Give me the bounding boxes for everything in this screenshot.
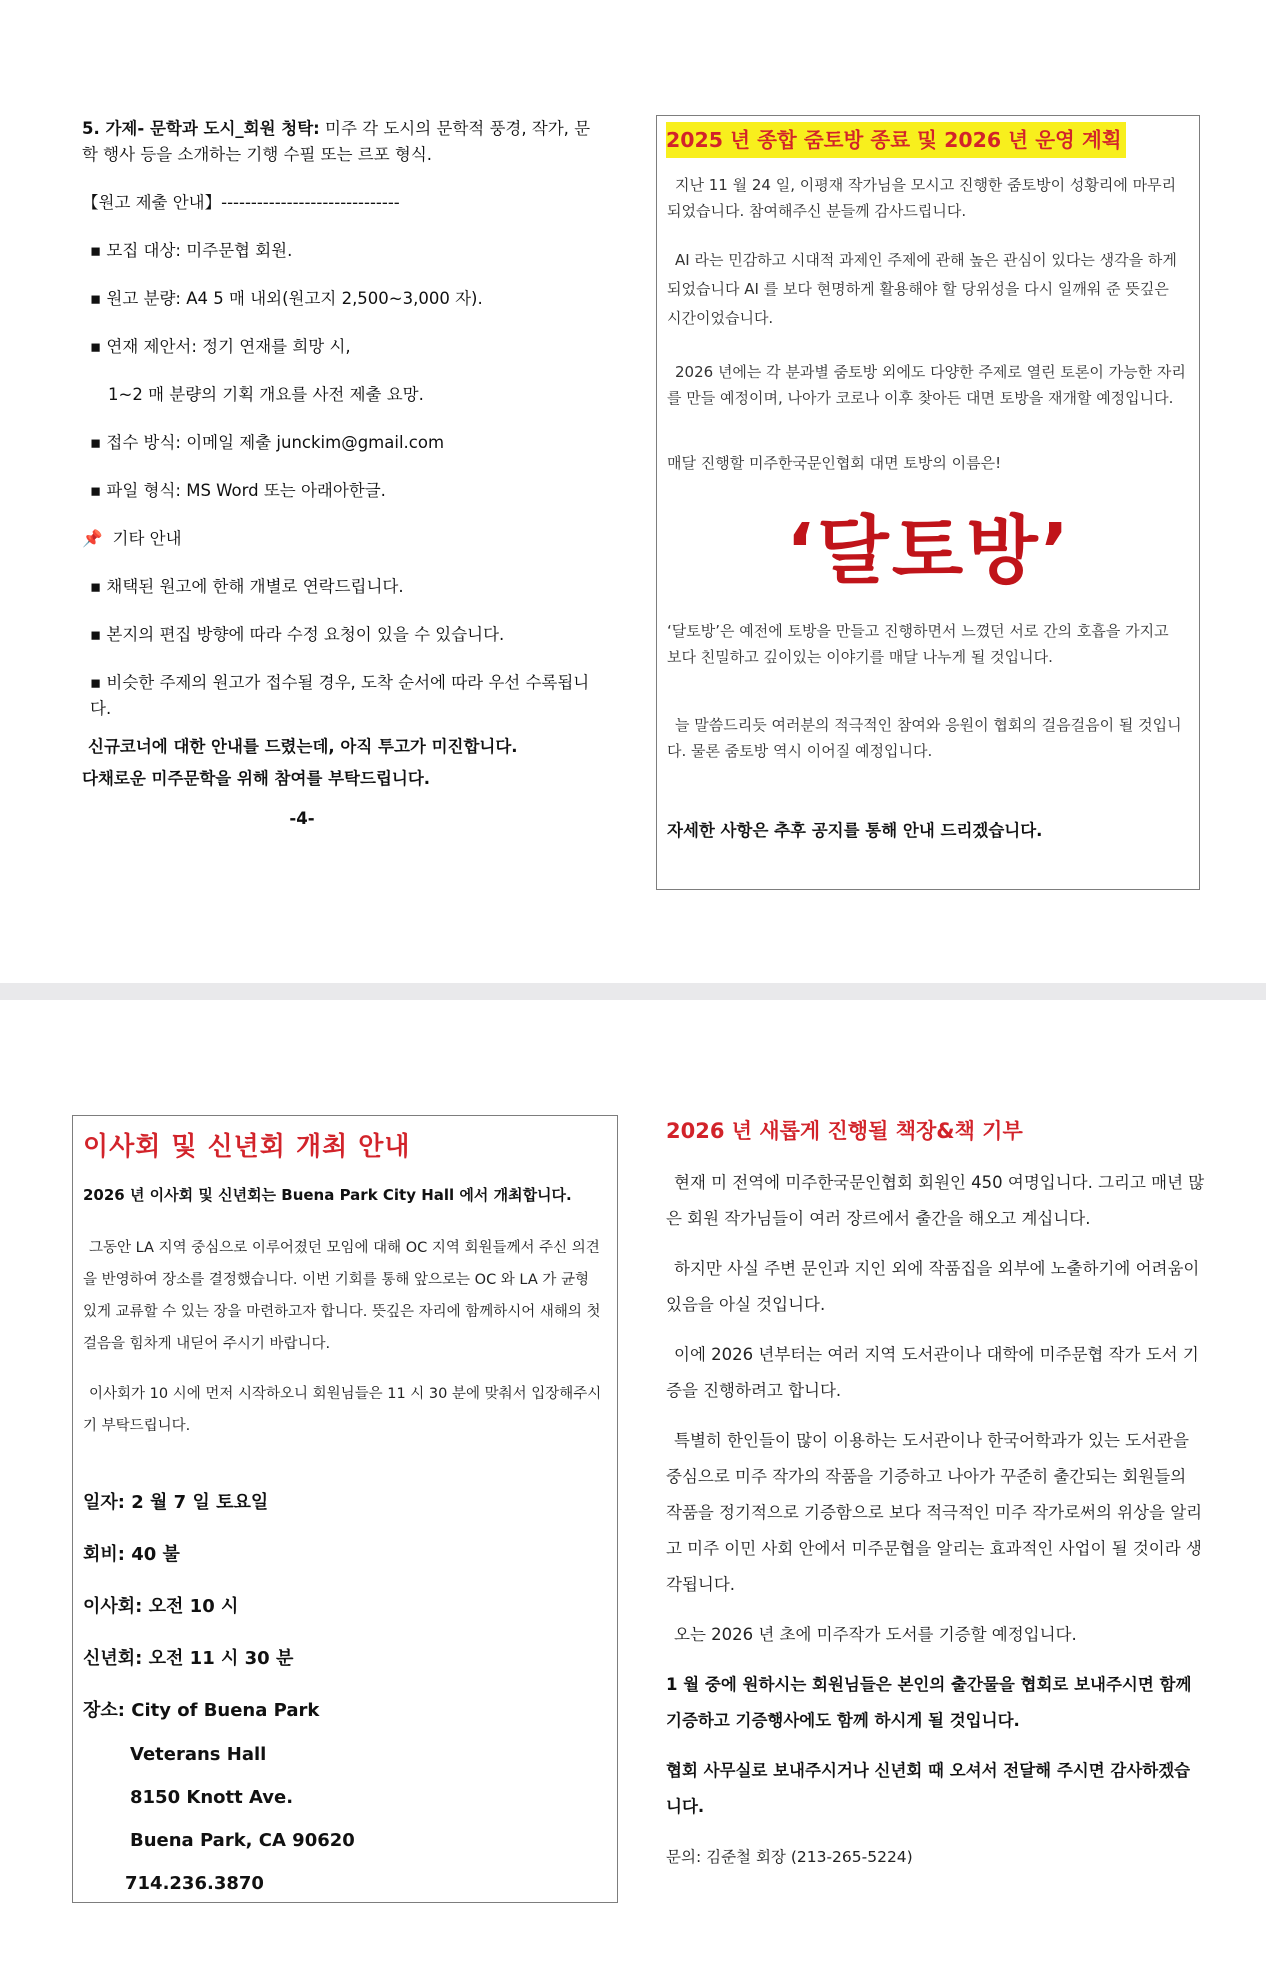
- zoom-toban-notice-box: [656, 115, 1200, 890]
- etc-bullet-contact: ▪ 채택된 원고에 한해 개별로 연락드립니다.: [90, 577, 404, 596]
- page-bottom: [0, 1000, 1266, 1976]
- event-fee: 회비: 40 불: [83, 1544, 180, 1565]
- item5-label: 5. 가제- 문학과 도시_회원 청탁:: [82, 119, 320, 138]
- closing-line-2: 다채로운 미주문학을 위해 참여를 부탁드립니다.: [82, 769, 431, 788]
- bullet-file-format: ▪ 파일 형식: MS Word 또는 아래아한글.: [90, 481, 386, 500]
- zoom-p2: AI 라는 민감하고 시대적 과제인 주제에 관해 높은 관심이 있다는 생각을 하게 되었습니다 AI 를 보다 현명하게 활용해야 할 당위성을 다시 일깨워 준 뜻깊은 시간이었습니다.: [667, 251, 1177, 327]
- zoom-p3: 2026 년에는 각 분과별 줌토방 외에도 다양한 주제로 열린 토론이 가능한 자리를 만들 예정이며, 나아가 코로나 이후 찾아든 대면 토방을 재개할 예정입니다.: [667, 363, 1186, 407]
- donation-p5: 오는 2026 년 초에 미주작가 도서를 기증할 예정입니다.: [674, 1625, 1077, 1644]
- phone-number: 714.236.3870: [125, 1873, 264, 1894]
- board-p2: 이사회가 10 시에 먼저 시작하오니 회원님들은 11 시 30 분에 맞춰서 입장해주시기 부탁드립니다.: [83, 1386, 602, 1434]
- book-donation-column: [666, 1115, 1206, 1889]
- etc-label: 기타 안내: [112, 529, 182, 548]
- donation-p4: 특별히 한인들이 많이 이용하는 도서관이나 한국어학과가 있는 도서관을 중심으로 미주 작가의 작품을 기증하고 나아가 꾸준히 출간되는 회원들의 작품을 정기적으로 기증함으로 보다 적극적인 미주 작가로써의 위상을 알리고 미주 이민 사회 안에서 미주문협을 알리는 효과적인 사업이 될 것이라 생각됩니다.: [666, 1431, 1203, 1594]
- zoom-closing: 자세한 사항은 추후 공지를 통해 안내 드리겠습니다.: [667, 821, 1043, 840]
- etc-header: [82, 526, 602, 552]
- board-time: 이사회: 오전 10 시: [83, 1596, 239, 1617]
- address-line-1: Veterans Hall: [130, 1744, 267, 1765]
- event-date: 일자: 2 월 7 일 토요일: [83, 1492, 269, 1513]
- zoom-p5: ‘달토방’은 예전에 토방을 만들고 진행하면서 느꼈던 서로 간의 호흡을 가지고 보다 친밀하고 깊이있는 이야기를 매달 나누게 될 것입니다.: [667, 622, 1169, 666]
- donation-p1: 현재 미 전역에 미주한국문인협회 회원인 450 여명입니다. 그리고 매년 많은 회원 작가님들이 여러 장르에서 출간을 해오고 계십니다.: [666, 1173, 1205, 1228]
- item5-paragraph: [82, 116, 602, 168]
- donation-p7: 협회 사무실로 보내주시거나 신년회 때 오셔서 전달해 주시면 감사하겠습니다.: [666, 1761, 1191, 1816]
- bullet-target: ▪ 모집 대상: 미주문협 회원.: [90, 241, 293, 260]
- zoom-p1: 지난 11 월 24 일, 이평재 작가님을 모시고 진행한 줌토방이 성황리에 마무리되었습니다. 참여해주신 분들께 감사드립니다.: [667, 176, 1177, 220]
- donation-p2: 하지만 사실 주변 문인과 지인 외에 작품집을 외부에 노출하기에 어려움이 있음을 아실 것입니다.: [666, 1259, 1200, 1314]
- page-number: -4-: [289, 809, 315, 828]
- bullet-email: ▪ 접수 방식: 이메일 제출 junckim@gmail.com: [90, 433, 445, 452]
- closing-line-1: 신규코너에 대한 안내를 드렸는데, 아직 투고가 미진합니다.: [88, 737, 518, 756]
- event-place: 장소: City of Buena Park: [83, 1700, 320, 1721]
- etc-bullet-order: ▪ 비슷한 주제의 원고가 접수될 경우, 도착 순서에 따라 우선 수록됩니다.: [90, 673, 590, 718]
- zoom-p6: 늘 말씀드리듯 여러분의 적극적인 참여와 응원이 협회의 걸음걸음이 될 것입니다. 물론 줌토방 역시 이어질 예정입니다.: [667, 716, 1182, 760]
- board-meeting-notice-box: [72, 1115, 618, 1903]
- page-top: [0, 0, 1266, 983]
- pushpin-icon: 📌: [82, 529, 103, 548]
- bullet-length: ▪ 원고 분량: A4 5 매 내외(원고지 2,500~3,000 자).: [90, 289, 483, 308]
- newyear-time: 신년회: 오전 11 시 30 분: [83, 1648, 294, 1669]
- zoom-p4: 매달 진행할 미주한국문인협회 대면 토방의 이름은!: [667, 454, 1002, 472]
- submission-guide-column: [82, 116, 602, 854]
- bullet-serial-detail: 1~2 매 분량의 기획 개요를 사전 제출 요망.: [108, 385, 424, 404]
- etc-bullet-edit: ▪ 본지의 편집 방향에 따라 수정 요청이 있을 수 있습니다.: [90, 625, 505, 644]
- book-donation-title: 2026 년 새롭게 진행될 책장&책 기부: [666, 1119, 1023, 1143]
- item5-text: 미주 각 도시의 문학적 풍경, 작가, 문학 행사 등을 소개하는 기행 수필 또는 르포 형식.: [82, 119, 591, 164]
- bullet-serial: ▪ 연재 제안서: 정기 연재를 희망 시,: [90, 337, 351, 356]
- zoom-toban-title: 2025 년 종합 줌토방 종료 및 2026 년 운영 계획: [666, 122, 1126, 158]
- donation-contact: 문의: 김준철 회장 (213-265-5224): [666, 1848, 913, 1866]
- daltoban-name: ‘달토방’: [786, 508, 1072, 594]
- address-line-3: Buena Park, CA 90620: [130, 1830, 355, 1851]
- donation-p3: 이에 2026 년부터는 여러 지역 도서관이나 대학에 미주문협 작가 도서 기증을 진행하려고 합니다.: [666, 1345, 1199, 1400]
- donation-p6: 1 월 중에 원하시는 회원님들은 본인의 출간물을 협회로 보내주시면 함께 기증하고 기증행사에도 함께 하시게 될 것입니다.: [666, 1675, 1192, 1730]
- board-notice-title: 이사회 및 신년회 개최 안내: [83, 1132, 411, 1162]
- guide-header: 【원고 제출 안내】------------------------------: [82, 193, 400, 212]
- board-lead: 2026 년 이사회 및 신년회는 Buena Park City Hall 에서 개최합니다.: [83, 1186, 572, 1204]
- address-line-2: 8150 Knott Ave.: [130, 1787, 294, 1808]
- board-p1: 그동안 LA 지역 중심으로 이루어졌던 모임에 대해 OC 지역 회원들께서 주신 의견을 반영하여 장소를 결정했습니다. 이번 기회를 통해 앞으로는 OC 와 LA 가 균형 있게 교류할 수 있는 장을 마련하고자 합니다. 뜻깊은 자리에 함께하시어 새해의 첫 걸음을 힘차게 내딛어 주시기 바랍니다.: [83, 1240, 601, 1352]
